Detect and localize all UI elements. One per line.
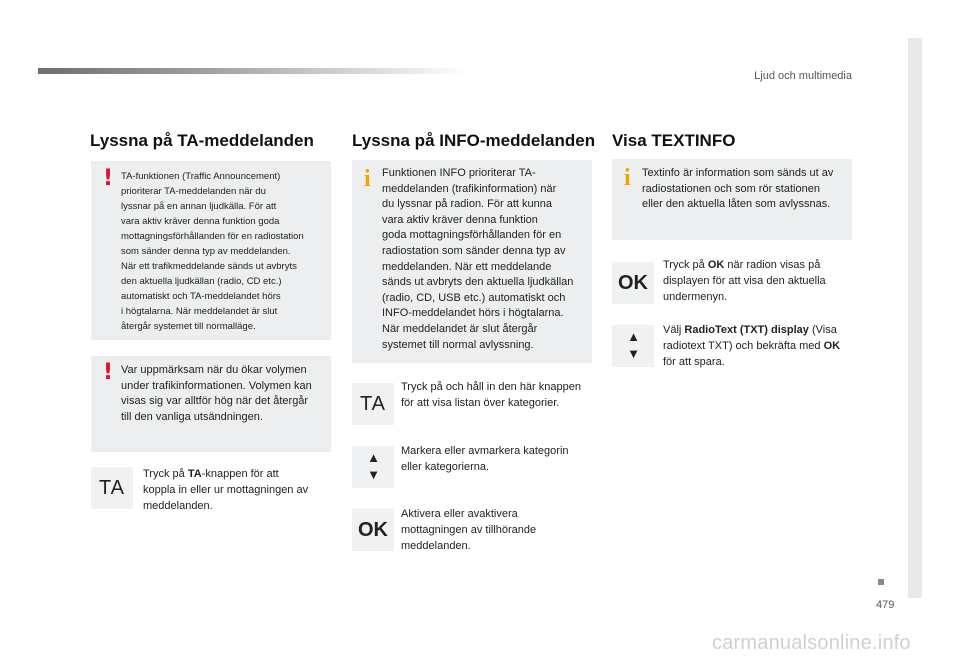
header-gradient-bar <box>38 68 468 74</box>
ta-volume-warning-text: Var uppmärksam när du ökar volymen under trafikinformationen. Volymen kan visas sig var alltför hög när det återgår till den vanliga utsändningen. <box>121 364 312 423</box>
info-step-1-text: Tryck på och håll in den här knappen för att visa listan över kategorier. <box>401 381 581 409</box>
ta-warning-note <box>91 161 331 340</box>
info-step-3-text: Aktivera eller avaktivera mottagningen av tillhörande meddelanden. <box>401 508 537 552</box>
textinfo-note <box>612 159 852 240</box>
page-edge-rail <box>908 38 922 598</box>
warning-icon: ! <box>103 166 114 191</box>
section-title: Ljud och multimedia <box>754 70 852 82</box>
arrows-glyph: ▲▼ <box>366 450 381 484</box>
ta-volume-warning-note <box>91 356 331 452</box>
up-down-arrows-icon <box>612 325 654 367</box>
page-number: 479 <box>876 599 895 611</box>
info-heading: Lyssna på INFO-meddelanden <box>352 131 596 150</box>
textinfo-step-2-text: Välj RadioText (TXT) display (Visa radiotext TXT) och bekräfta med OK för att spara. <box>663 324 841 368</box>
warning-icon: ! <box>103 360 114 385</box>
textinfo-step-1-text: Tryck på OK när radion visas på displayen för att visa den aktuella undermenyn. <box>663 259 826 303</box>
ta-heading: Lyssna på TA-meddelanden <box>90 131 314 150</box>
ta-step-text: Tryck på TA-knappen för att koppla in eller ur mottagningen av meddelanden. <box>143 468 309 512</box>
textinfo-note-text: Textinfo är information som sänds ut av radiostationen och som rör stationen eller den aktuella låten som avlyssnas. <box>642 167 834 210</box>
ta-warning-text: TA-funktionen (Traffic Announcement) prioriterar TA-meddelanden när du lyssnar på en annan ljudkälla. För att vara aktiv kräver denna funktion goda mottagningsförhållanden för en radiostation som sänder denna typ av meddelanden. När ett trafikmeddelande sänds ut avbryts den aktuella ljudkällan (radio, CD etc.) automatiskt och TA-meddelandet hörs i högtalarna. När meddelandet är slut återgår systemet till normalläge. <box>121 171 304 332</box>
info-note <box>352 160 592 363</box>
ok-key-icon: OK <box>352 509 394 551</box>
page-marker <box>878 579 884 585</box>
info-icon: i <box>624 165 631 191</box>
textinfo-heading: Visa TEXTINFO <box>612 131 736 150</box>
ta-key-icon: TA <box>91 467 133 509</box>
info-icon: i <box>364 166 371 192</box>
ok-key-icon: OK <box>612 262 654 304</box>
info-step-2-text: Markera eller avmarkera kategorin eller kategorierna. <box>401 445 569 473</box>
arrows-glyph: ▲▼ <box>626 329 641 363</box>
info-note-text: Funktionen INFO prioriterar TA- meddelanden (trafikinformation) när du lyssnar på radion. För att kunna vara aktiv kräver denna funktion goda mottagningsförhållanden för en radiostation som sänder denna typ av meddelanden. När ett meddelande sänds ut avbryts den aktuella ljudkällan (radio, CD, USB etc.) automatiskt och INFO-meddelandet hörs i högtalarna. När meddelandet är slut återgår systemet till normal avlyssning. <box>382 167 574 351</box>
ta-key-icon: TA <box>352 383 394 425</box>
up-down-arrows-icon <box>352 446 394 488</box>
watermark: carmanualsonline.info <box>712 632 911 654</box>
